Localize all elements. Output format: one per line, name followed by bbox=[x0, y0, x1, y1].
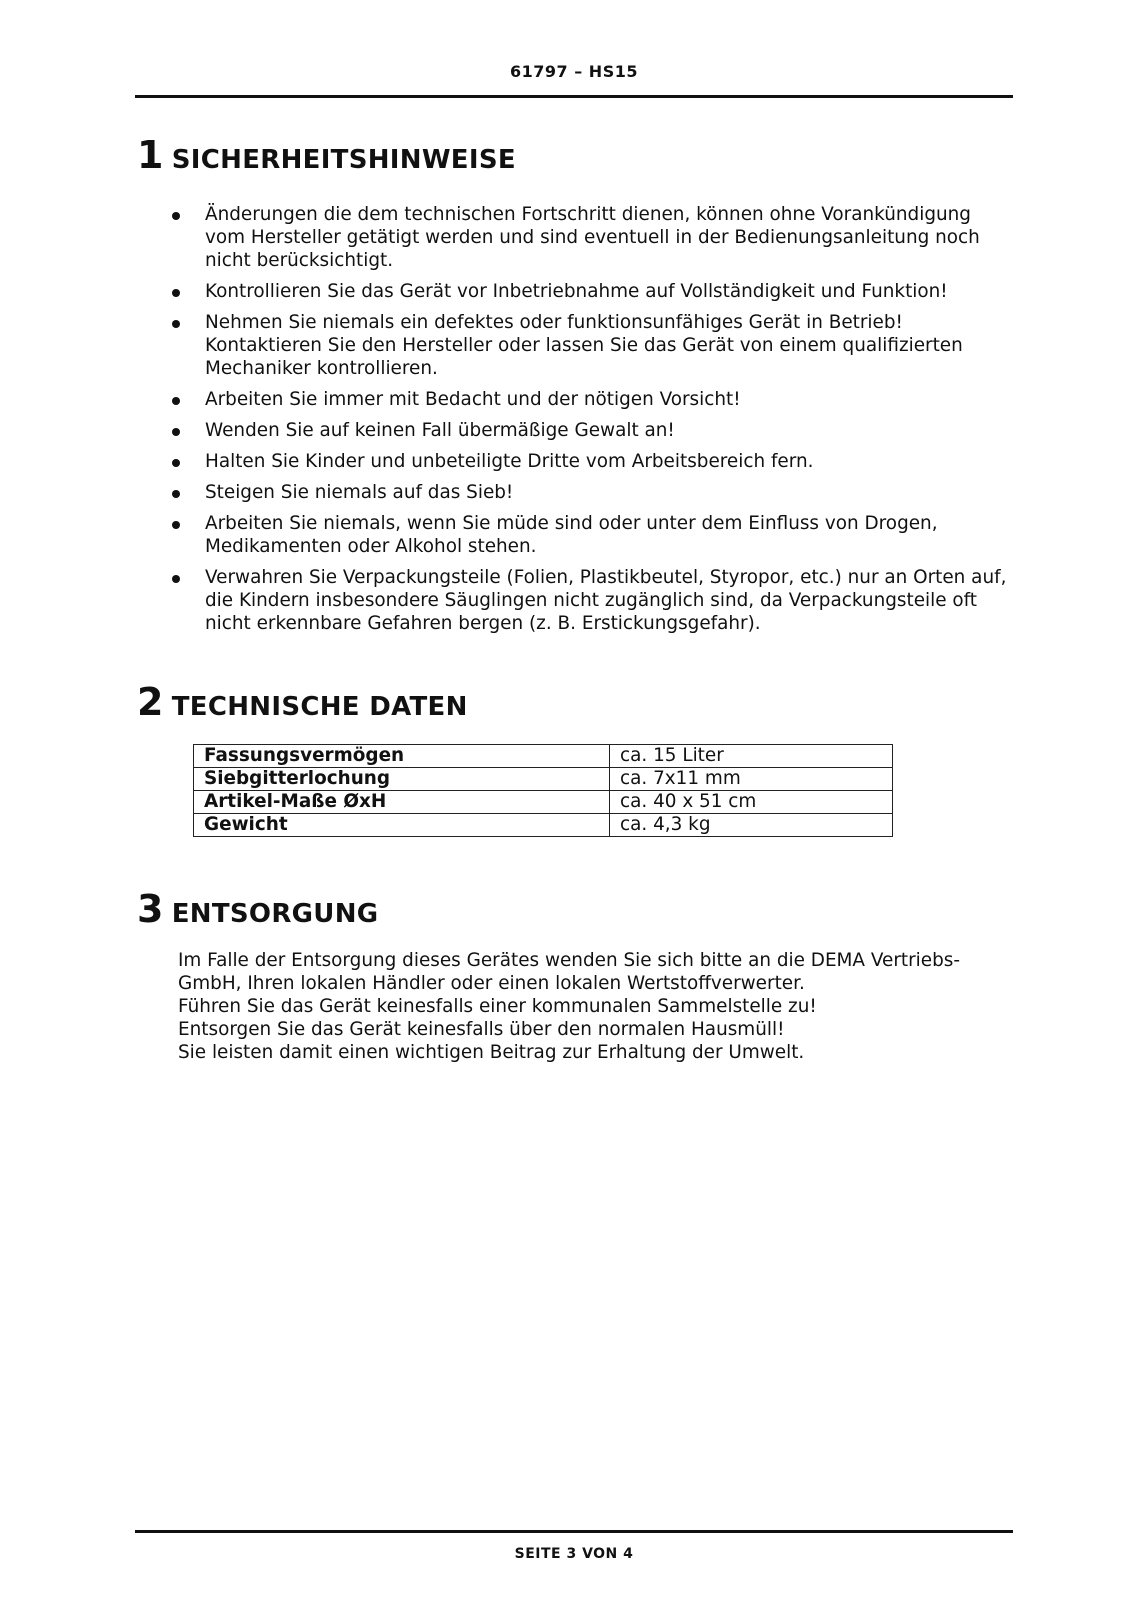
section-title: TECHNISCHE DATEN bbox=[171, 692, 468, 722]
bullet-icon bbox=[172, 459, 180, 467]
section-number: 1 bbox=[137, 133, 164, 177]
spec-value: ca. 40 x 51 cm bbox=[610, 791, 893, 814]
list-item-text: Kontrollieren Sie das Gerät vor Inbetriebnahme auf Vollständigkeit und Funktion! bbox=[205, 281, 948, 302]
list-item bbox=[172, 280, 1007, 303]
list-item-text: Arbeiten Sie immer mit Bedacht und der nötigen Vorsicht! bbox=[205, 389, 741, 410]
paragraph: Sie leisten damit einen wichtigen Beitrag zur Erhaltung der Umwelt. bbox=[178, 1042, 805, 1063]
list-item bbox=[172, 450, 1007, 473]
list-item-text: Nehmen Sie niemals ein defektes oder funktionsunfähiges Gerät in Betrieb! Kontaktieren Sie den Hersteller oder lassen Sie das Gerät von einem qualifizierten Mechaniker kontrollieren. bbox=[205, 312, 963, 379]
list-item bbox=[172, 311, 1007, 380]
section-number: 2 bbox=[137, 680, 164, 724]
section-heading-safety bbox=[137, 133, 516, 177]
disposal-text bbox=[178, 949, 1013, 1064]
spec-label: Artikel-Maße ØxH bbox=[194, 791, 610, 814]
safety-list bbox=[172, 203, 1007, 643]
paragraph: Im Falle der Entsorgung dieses Gerätes wenden Sie sich bitte an die DEMA Vertriebs-GmbH, Ihren lokalen Händler oder einen lokalen Wertstoffverwerter. bbox=[178, 950, 960, 994]
table-row bbox=[194, 768, 893, 791]
section-heading-tech-data bbox=[137, 680, 468, 724]
paragraph: Entsorgen Sie das Gerät keinesfalls über den normalen Hausmüll! bbox=[178, 1019, 785, 1040]
document-header: 61797 – HS15 bbox=[510, 62, 638, 81]
list-item-text: Halten Sie Kinder und unbeteiligte Dritte vom Arbeitsbereich fern. bbox=[205, 451, 814, 472]
footer-rule bbox=[135, 1530, 1013, 1533]
bullet-icon bbox=[172, 212, 180, 220]
bullet-icon bbox=[172, 428, 180, 436]
table-row bbox=[194, 814, 893, 837]
list-item bbox=[172, 481, 1007, 504]
bullet-icon bbox=[172, 490, 180, 498]
list-item bbox=[172, 512, 1007, 558]
paragraph: Führen Sie das Gerät keinesfalls einer kommunalen Sammelstelle zu! bbox=[178, 996, 817, 1017]
section-title: ENTSORGUNG bbox=[171, 899, 379, 929]
list-item-text: Änderungen die dem technischen Fortschritt dienen, können ohne Vorankündigung vom Hersteller getätigt werden und sind eventuell in der Bedienungsanleitung noch nicht berücksichtigt. bbox=[205, 204, 980, 271]
list-item bbox=[172, 203, 1007, 272]
section-number: 3 bbox=[137, 887, 164, 931]
bullet-icon bbox=[172, 289, 180, 297]
table-row bbox=[194, 791, 893, 814]
bullet-icon bbox=[172, 521, 180, 529]
bullet-icon bbox=[172, 320, 180, 328]
list-item-text: Verwahren Sie Verpackungsteile (Folien, Plastikbeutel, Styropor, etc.) nur an Orten auf, die Kindern insbesondere Säuglingen nicht zugänglich sind, da Verpackungsteile oft nicht erkennbare Gefahren bergen (z. B. Erstickungsgefahr). bbox=[205, 567, 1007, 634]
bullet-icon bbox=[172, 397, 180, 405]
section-title: SICHERHEITSHINWEISE bbox=[171, 145, 516, 175]
spec-table bbox=[193, 744, 893, 837]
table-row bbox=[194, 745, 893, 768]
spec-label: Siebgitterlochung bbox=[194, 768, 610, 791]
list-item bbox=[172, 419, 1007, 442]
bullet-icon bbox=[172, 575, 180, 583]
spec-value: ca. 15 Liter bbox=[610, 745, 893, 768]
spec-label: Gewicht bbox=[194, 814, 610, 837]
list-item-text: Steigen Sie niemals auf das Sieb! bbox=[205, 482, 514, 503]
page-number: SEITE 3 VON 4 bbox=[514, 1546, 634, 1562]
list-item bbox=[172, 566, 1007, 635]
list-item-text: Wenden Sie auf keinen Fall übermäßige Gewalt an! bbox=[205, 420, 675, 441]
section-heading-disposal bbox=[137, 887, 378, 931]
list-item-text: Arbeiten Sie niemals, wenn Sie müde sind oder unter dem Einfluss von Drogen, Medikamenten oder Alkohol stehen. bbox=[205, 513, 938, 557]
spec-value: ca. 4,3 kg bbox=[610, 814, 893, 837]
list-item bbox=[172, 388, 1007, 411]
spec-label: Fassungsvermögen bbox=[194, 745, 610, 768]
spec-value: ca. 7x11 mm bbox=[610, 768, 893, 791]
header-rule bbox=[135, 95, 1013, 98]
